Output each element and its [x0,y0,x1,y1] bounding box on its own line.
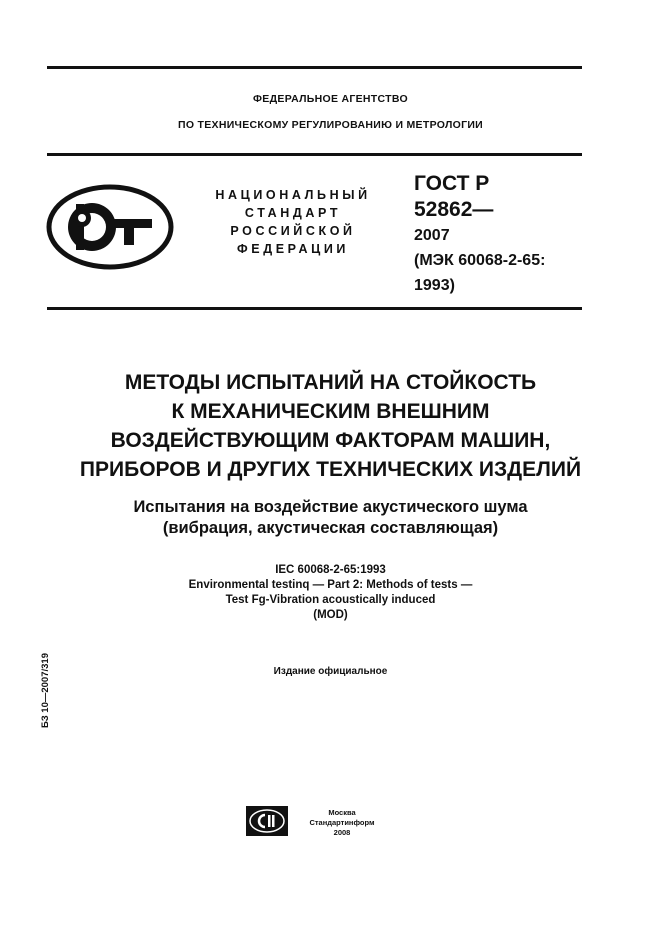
publisher-year: 2008 [333,828,351,837]
publisher-info [294,808,390,838]
iec-line-2: Environmental testinq — Part 2: Methods of tests — [188,579,473,591]
subtitle-line-2: (вибрация, акустическая составляющая) [162,519,499,537]
publisher-name: Стандартинформ [309,818,375,827]
designation-line-2: 52862— [414,198,494,221]
national-standard-line-2: СТАНДАРТ [244,206,342,220]
designation-line-5: 1993) [414,277,455,294]
subtitle-line-1: Испытания на воздействие акустического шума [133,498,528,516]
document-subtitle [0,497,661,539]
iec-reference [0,563,661,623]
designation-line-1: ГОСТ Р [414,172,490,195]
designation-line-3: 2007 [414,227,450,244]
document-title [0,368,661,484]
agency-line-2: ПО ТЕХНИЧЕСКОМУ РЕГУЛИРОВАНИЮ И МЕТРОЛОГИИ [177,119,484,131]
side-reference: БЗ 10—2007/319 [40,653,51,728]
national-standard-line-1: НАЦИОНАЛЬНЫЙ [215,188,371,202]
designation-line-4: (МЭК 60068-2-65: [414,252,546,269]
publisher-city: Москва [328,808,356,817]
rst-logo-icon [46,184,174,270]
designation-rule [47,307,582,310]
header-rule [47,153,582,156]
title-line-2: К МЕХАНИЧЕСКИМ ВНЕШНИМ [171,400,490,423]
agency-line-1: ФЕДЕРАЛЬНОЕ АГЕНТСТВО [253,93,408,105]
iec-line-1: IEC 60068-2-65:1993 [275,564,386,576]
iec-line-3: Test Fg-Vibration acoustically induced [225,594,436,606]
publisher-logo [246,806,288,836]
national-standard-block [200,186,386,258]
standard-designation [414,171,545,298]
iec-line-4: (MOD) [313,609,348,621]
title-line-1: МЕТОДЫ ИСПЫТАНИЙ НА СТОЙКОСТЬ [124,371,537,394]
edition-label: Издание официальное [273,666,388,677]
national-standard-line-3: РОССИЙСКОЙ [230,224,356,238]
standartinform-logo-icon [246,806,288,836]
top-rule [47,66,582,69]
title-line-3: ВОЗДЕЙСТВУЮЩИМ ФАКТОРАМ МАШИН, [110,429,551,452]
national-standard-line-4: ФЕДЕРАЦИИ [236,242,349,256]
title-line-4: ПРИБОРОВ И ДРУГИХ ТЕХНИЧЕСКИХ ИЗДЕЛИЙ [79,458,582,481]
rst-logo [46,184,174,270]
